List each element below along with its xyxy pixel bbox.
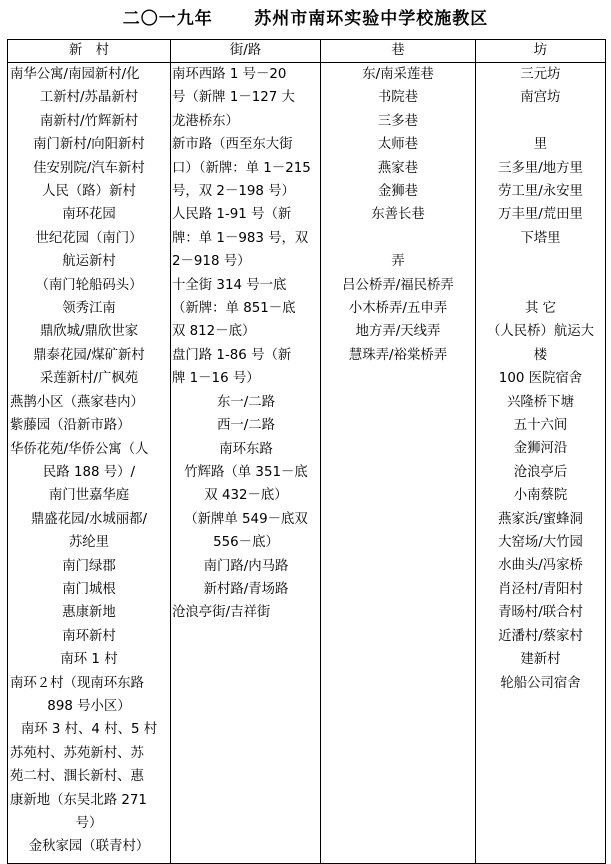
cell-line: 南门新村/向阳新村 <box>33 137 145 153</box>
cell-line: 苏苑村、苏苑新村、苏 <box>10 745 144 761</box>
cell-line: 南环 1 村 <box>60 652 118 668</box>
cell-line: 万丰里/荒田里 <box>498 207 583 223</box>
cell-line: 南环西路 1 号－20 <box>172 67 287 82</box>
cell-line: 南门世嘉华庭 <box>48 488 130 504</box>
cell-line: 燕家浜/蜜蜂洞 <box>498 511 583 527</box>
cell-line: 牌 1－16 号） <box>172 371 260 387</box>
cell-line: 弄 <box>391 254 405 270</box>
cell-line: （人民桥）航运大 <box>486 324 595 340</box>
cell-line: 人民（路）新村 <box>42 184 136 200</box>
cell-line: 南门路/内马路 <box>203 558 289 574</box>
cell-line: （新牌单 549－底双 <box>184 511 308 527</box>
cell-line <box>476 250 605 273</box>
cell-line: 鼎欣城/鼎欣世家 <box>39 324 139 340</box>
cell-line: 金狮巷 <box>377 184 419 200</box>
cell-line: 南环新村 <box>62 628 116 644</box>
cell-line: 佳安别院/汽车新村 <box>33 160 145 176</box>
cell-line: 南环东路 <box>219 441 273 457</box>
cell-line: 新村路/青场路 <box>203 581 289 597</box>
cell-line: 华侨花苑/华侨公寓（人 <box>10 441 149 457</box>
cell-line: 苏纶里 <box>68 535 110 551</box>
cell-line: （新牌：单 851－底 <box>172 301 296 317</box>
cell-line: 南新村/竹辉新村 <box>39 113 139 129</box>
cell-line: 康新地（东吴北路 271 <box>10 792 147 808</box>
cell-line: 燕鹊小区（燕家巷内） <box>10 394 144 410</box>
cell-line <box>321 227 475 250</box>
header-cell-fang: 坊 <box>476 40 606 63</box>
cell-line: 南环２村（现南环东路 <box>10 675 144 691</box>
cell-line: 口）（新牌：单 1－215 <box>172 160 311 176</box>
table-header-row <box>8 40 606 63</box>
cell-line: 人民路 1-91 号（新 <box>172 207 292 223</box>
cell-line: 太师巷 <box>377 137 419 153</box>
cell-line: 三元坊 <box>520 67 561 82</box>
cell-line: 世纪花园（南门） <box>35 230 143 246</box>
cell-line: 盘门路 1-86 号（新 <box>172 347 292 363</box>
cell-line: 龙港桥东） <box>172 113 239 129</box>
cell-line: 南宫坊 <box>520 90 561 106</box>
school-district-table <box>7 39 606 864</box>
cell-line: 建新村 <box>520 652 561 668</box>
cell-line: 2－918 号） <box>172 254 251 270</box>
column-xincun <box>8 63 171 864</box>
cell-line: 水曲头/冯家桥 <box>498 558 583 574</box>
cell-line: 慧珠弄/裕棠桥弄 <box>348 347 448 363</box>
cell-line: 燕家巷 <box>377 160 419 176</box>
cell-line: 南门绿郡 <box>62 558 116 574</box>
cell-line: 南华公寓/南园新村/化 <box>10 67 140 82</box>
cell-line: 牌：单 1－983 号，双 <box>172 230 309 246</box>
cell-line: 小南蔡院 <box>513 488 568 504</box>
column-jielu <box>171 63 321 864</box>
cell-line: 领秀江南 <box>62 301 116 317</box>
header-cell-xincun: 新 村 <box>8 40 171 63</box>
cell-line: 书院巷 <box>377 90 419 106</box>
cell-line: 东善长巷 <box>371 207 425 223</box>
cell-line: 号（新牌 1－127 大 <box>172 90 295 106</box>
page-title: 二〇一九年 苏州市南环实验中学校施教区 <box>122 9 489 29</box>
cell-line: 100 医院宿舍 <box>498 371 583 387</box>
cell-line: 紫藤园（沿新市路） <box>10 418 131 434</box>
cell-line: 小木桥弄/五申弄 <box>348 301 448 317</box>
cell-line: （南门轮船码头） <box>35 277 143 293</box>
cell-line: 号，双 2－198 号） <box>172 184 295 200</box>
cell-line: 采莲新村/广枫苑 <box>39 371 139 387</box>
cell-line: 民路 188 号）/ <box>42 464 136 480</box>
cell-line: 号） <box>75 816 103 831</box>
cell-line: 金狮河沿 <box>513 441 568 457</box>
cell-line: 鼎盛花园/水城丽都/ <box>30 511 148 527</box>
cell-line: 惠康新地 <box>62 605 116 621</box>
cell-line <box>476 274 605 297</box>
cell-line: 双 812－底） <box>172 324 256 340</box>
header-cell-xiang: 巷 <box>321 40 476 63</box>
cell-line: 十全街 314 号一底 <box>172 277 287 293</box>
column-fang <box>476 63 606 864</box>
cell-line: 东/南采莲巷 <box>362 67 434 82</box>
cell-line: 沧浪亭后 <box>513 464 568 480</box>
cell-line: 吕公桥弄/福民桥弄 <box>342 277 454 293</box>
table-body-row <box>8 63 606 864</box>
cell-line: 898 号小区） <box>47 698 131 714</box>
cell-line: 竹辉路（单 351－底 <box>184 464 308 480</box>
cell-line: 沧浪亭街/吉祥街 <box>172 605 271 621</box>
cell-line: 航运新村 <box>62 254 116 270</box>
cell-line: 南环花园 <box>62 207 116 223</box>
cell-line: 近潘村/蔡家村 <box>498 628 583 644</box>
cell-line: 青旸村/联合村 <box>498 605 583 621</box>
cell-line: 西一/二路 <box>216 418 276 434</box>
cell-line: 兴隆桥下塘 <box>507 394 574 410</box>
cell-line: 三多巷 <box>377 113 419 129</box>
cell-line <box>476 110 605 133</box>
cell-line: 南环 3 村、4 村、5 村 <box>20 722 158 738</box>
cell-line: 新市路（西至东大街 <box>172 137 293 153</box>
column-xiang <box>321 63 476 864</box>
cell-line: 东一/二路 <box>216 394 276 410</box>
cell-line: 其 它 <box>524 301 557 317</box>
cell-line: 肖泾村/青阳村 <box>498 581 583 597</box>
header-cell-jielu: 街/路 <box>171 40 321 63</box>
cell-line: 五十六间 <box>513 418 568 434</box>
cell-line: 南门城根 <box>62 581 116 597</box>
cell-line: 556－底） <box>213 535 279 551</box>
cell-line: 大窑场/大竹园 <box>498 535 583 551</box>
cell-line: 下塔里 <box>520 230 561 246</box>
cell-line: 里 <box>533 137 548 153</box>
cell-line: 双 432－底） <box>204 488 288 504</box>
cell-line: 劳工里/永安里 <box>498 184 583 200</box>
cell-line: 地方弄/天线弄 <box>355 324 441 340</box>
cell-line: 楼 <box>533 347 548 363</box>
cell-line: 轮船公司宿舍 <box>500 675 581 691</box>
cell-line: 金秋家园（联青村） <box>28 839 150 855</box>
cell-line: 工新村/苏晶新村 <box>39 90 139 106</box>
cell-line: 三多里/地方里 <box>498 160 583 176</box>
cell-line: 鼎泰花园/煤矿新村 <box>33 347 145 363</box>
cell-line: 苑二村、涠长新村、惠 <box>10 769 144 785</box>
